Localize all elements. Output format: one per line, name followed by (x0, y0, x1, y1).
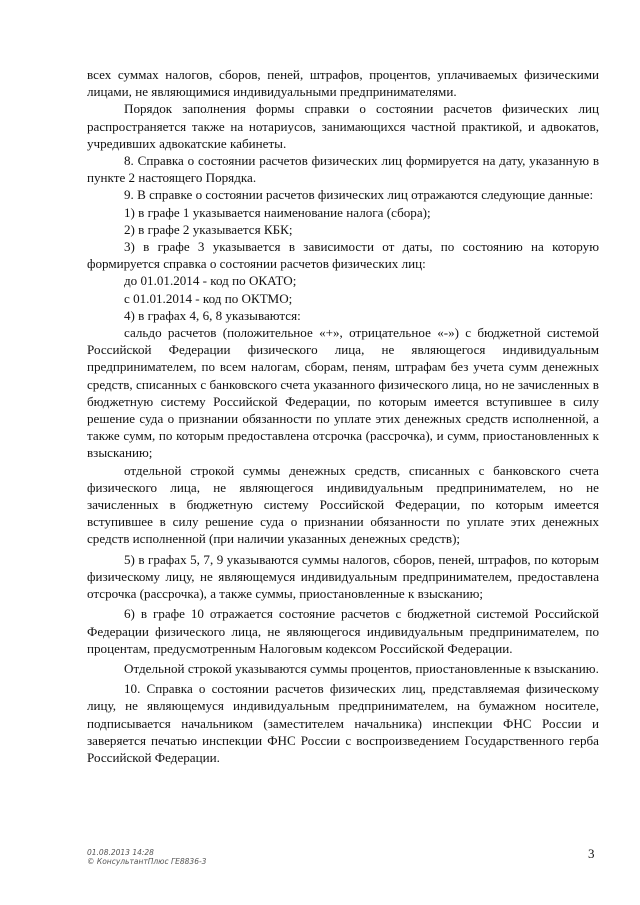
page-number: 3 (588, 846, 595, 861)
paragraph-okato: до 01.01.2014 - код по ОКАТО; (124, 273, 297, 289)
paragraph-oktmo: с 01.01.2014 - код по ОКТМО; (124, 290, 293, 306)
paragraph-subitem-6: 6) в графе 10 отражается состояние расчетов с бюджетной системой Российской Федерации физического лица, не являющегося индивидуальным предпринимателем, по процентам, предусмотренным Налоговым кодексом Российской Федерации. (87, 606, 599, 656)
paragraph-subitem-2: 2) в графе 2 указывается КБК; (124, 221, 293, 237)
paragraph-subitem-5: 5) в графах 5, 7, 9 указываются суммы налогов, сборов, пеней, штрафов, по которым физическому лицу, не являющемуся индивидуальным предпринимателем, предоставлена отсрочка (рассрочка), а также суммы, приостановленные к взысканию; (87, 551, 599, 602)
paragraph-scope: Порядок заполнения формы справки о состоянии расчетов физических лиц распространяется также на нотариусов, занимающихся частной практикой, и адвокатов, учредивших адвокатские кабинеты. (87, 101, 599, 151)
footer-source: © КонсультантПлюс ГЕ8836-3 (87, 857, 207, 866)
paragraph-subitem-3: 3) в графе 3 указывается в зависимости от даты, по состоянию на которую формируется справка о состоянии расчетов физических лиц: (87, 239, 599, 272)
footer-meta (87, 848, 206, 866)
paragraph-saldo: сальдо расчетов (положительное «+», отрицательное «-») с бюджетной системой Российской Федерации физического лица, не являющегося индивидуальным предпринимателем, по всем налогам, сборам, пеням, штрафам без учета сумм денежных средств, списанных с банковского счета указанного физического лица, но не зачисленных в бюджетную систему Российской Федерации, по которым имеется вступившее в силу решение суда о признании обязанности по уплате этих денежных средств исполненной, а также сумм, по которым предоставлена отсрочка (рассрочка), и сумм, приостановленных к взысканию; (87, 325, 599, 461)
paragraph-subitem-4: 4) в графах 4, 6, 8 указываются: (124, 307, 301, 323)
paragraph-separate-line: отдельной строкой суммы денежных средств, списанных с банковского счета физического лица, не являющегося индивидуальным предпринимателем, но не зачисленных в бюджетную систему Российской Федерации, по которым имеется вступившее в силу решение суда о признании обязанности по уплате этих денежных средств исполненной (при наличии указанных денежных средств); (87, 462, 599, 547)
paragraph-item-10: 10. Справка о состоянии расчетов физических лиц, представляемая физическому лицу, не являющемуся индивидуальным предпринимателем, на бумажном носителе, подписывается начальником (заместителем начальника) инспекции ФНС России и заверяется печатью инспекции ФНС России с воспроизведением Государственного герба Российской Федерации. (87, 681, 599, 765)
paragraph-item-9: 9. В справке о состоянии расчетов физических лиц отражаются следующие данные: (124, 187, 594, 203)
footer-timestamp: 01.08.2013 14:28 (87, 848, 154, 857)
paragraph-subitem-1: 1) в графе 1 указывается наименование налога (сбора); (124, 204, 431, 220)
document-body (87, 66, 599, 766)
paragraph-interest: Отдельной строкой указываются суммы процентов, приостановленные к взысканию. (124, 660, 599, 676)
paragraph-item-8: 8. Справка о состоянии расчетов физических лиц формируется на дату, указанную в пункте 2 настоящего Порядка. (87, 153, 599, 186)
paragraph-continuation: всех суммах налогов, сборов, пеней, штрафов, процентов, уплачиваемых физическими лицами, не являющимися индивидуальными предпринимателями. (87, 67, 599, 100)
